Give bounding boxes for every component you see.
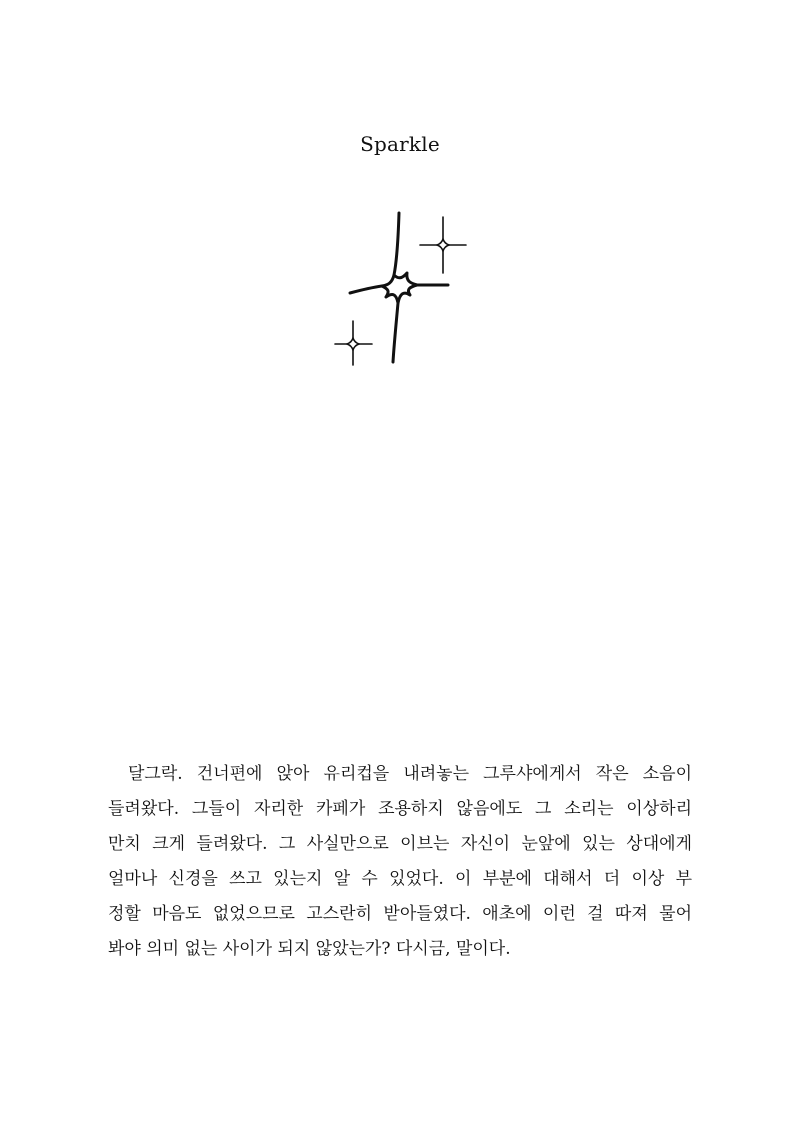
page-title: Sparkle (360, 132, 440, 156)
body-paragraph (108, 757, 692, 967)
paragraph-line: 만치 크게 들려왔다. 그 사실만으로 이브는 자신이 눈앞에 있는 상대에게 (108, 834, 692, 854)
sparkle-icon (330, 205, 475, 375)
paragraph-line: 정할 마음도 없었으므로 고스란히 받아들였다. 애초에 이런 걸 따져 물어 (108, 904, 692, 924)
paragraph-line: 들려왔다. 그들이 자리한 카페가 조용하지 않음에도 그 소리는 이상하리 (108, 799, 692, 819)
paragraph-line: 얼마나 신경을 쓰고 있는지 알 수 있었다. 이 부분에 대해서 더 이상 부 (108, 869, 692, 889)
paragraph-line: 봐야 의미 없는 사이가 되지 않았는가? 다시금, 말이다. (108, 939, 511, 959)
paragraph-line: 달그락. 건너편에 앉아 유리컵을 내려놓는 그루샤에게서 작은 소음이 (128, 764, 692, 784)
